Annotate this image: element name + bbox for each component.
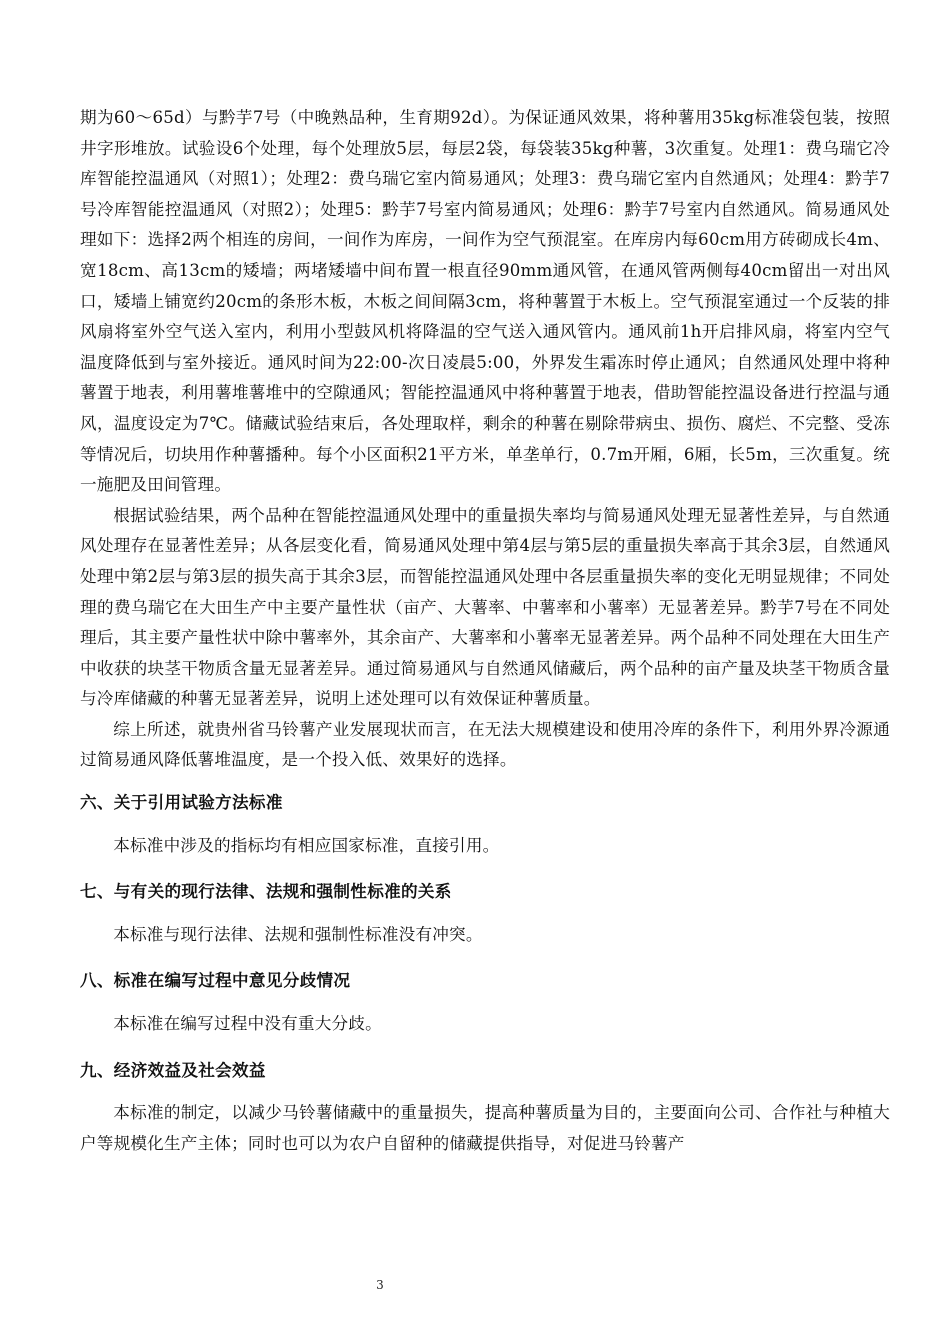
paragraph-conclusion: 综上所述，就贵州省马铃薯产业发展现状而言，在无法大规模建设和使用冷库的条件下，利用外界冷源通过简易通风降低薯堆温度，是一个投入低、效果好的选择。 <box>80 719 890 770</box>
section-body-disagreements: 本标准在编写过程中没有重大分歧。 <box>113 1014 382 1034</box>
section-body-laws-relationship: 本标准与现行法律、法规和强制性标准没有冲突。 <box>113 924 483 944</box>
section-heading-benefits: 九、经济效益及社会效益 <box>80 1060 266 1080</box>
section-heading-test-method-standards: 六、关于引用试验方法标准 <box>80 793 283 813</box>
section-heading-laws-relationship: 七、与有关的现行法律、法规和强制性标准的关系 <box>80 882 452 902</box>
paragraph-trial-results: 根据试验结果，两个品种在智能控温通风处理中的重量损失率均与简易通风处理无显著性差异，与自然通风处理存在显著性差异；从各层变化看，简易通风处理中第4层与第5层的重量损失率高于其余3层，自然通风处理中第2层与第3层的损失高于其余3层，而智能控温通风处理中各层重量损失率的变化无明显规律；不同处理的费乌瑞它在大田生产中主要产量性状（亩产、大薯率、中薯率和小薯率）无显著差异。黔芋7号在不同处理后，其主要产量性状中除中薯率外，其余亩产、大薯率和小薯率无显著差异。两个品种不同处理在大田生产中收获的块茎干物质含量无显著差异。通过简易通风与自然通风储藏后，两个品种的亩产量及块茎干物质含量与冷库储藏的种薯无显著差异，说明上述处理可以有效保证种薯质量。 <box>80 505 890 709</box>
page-number: 3 <box>376 1278 384 1292</box>
section-body-test-method-standards: 本标准中涉及的指标均有相应国家标准，直接引用。 <box>113 835 500 855</box>
section-heading-disagreements: 八、标准在编写过程中意见分歧情况 <box>80 971 351 991</box>
document-page <box>80 103 890 1159</box>
section-body-benefits: 本标准的制定，以减少马铃薯储藏中的重量损失，提高种薯质量为目的，主要面向公司、合作社与种植大户等规模化生产主体；同时也可以为农户自留种的储藏提供指导，对促进马铃薯产 <box>80 1103 890 1153</box>
paragraph-trial-method: 期为60～65d）与黔芋7号（中晚熟品种，生育期92d）。为保证通风效果，将种薯用35kg标准袋包装，按照井字形堆放。试验设6个处理，每个处理放5层，每层2袋，每袋装35kg种薯，3次重复。处理1：费乌瑞它冷库智能控温通风（对照1）；处理2：费乌瑞它室内简易通风；处理3：费乌瑞它室内自然通风；处理4：黔芋7号冷库智能控温通风（对照2）；处理5：黔芋7号室内简易通风；处理6：黔芋7号室内自然通风。简易通风处理如下：选择2两个相连的房间，一间作为库房，一间作为空气预混室。在库房内每60cm用方砖砌成长4m、宽18cm、高13cm的矮墙；两堵矮墙中间布置一根直径90mm通风管，在通风管两侧每40cm留出一对出风口，矮墙上铺宽约20cm的条形木板，木板之间间隔3cm，将种薯置于木板上。空气预混室通过一个反装的排风扇将室外空气送入室内，利用小型鼓风机将降温的空气送入通风管内。通风前1h开启排风扇，将室内空气温度降低到与室外接近。通风时间为22:00-次日凌晨5:00，外界发生霜冻时停止通风；自然通风处理中将种薯置于地表，利用薯堆薯堆中的空隙通风；智能控温通风中将种薯置于地表，借助智能控温设备进行控温与通风，温度设定为7℃。储藏试验结束后，各处理取样，剩余的种薯在剔除带病虫、损伤、腐烂、不完整、受冻等情况后，切块用作种薯播种。每个小区面积21平方米，单垄单行，0.7m开厢，6厢，长5m，三次重复。统一施肥及田间管理。 <box>80 108 890 495</box>
